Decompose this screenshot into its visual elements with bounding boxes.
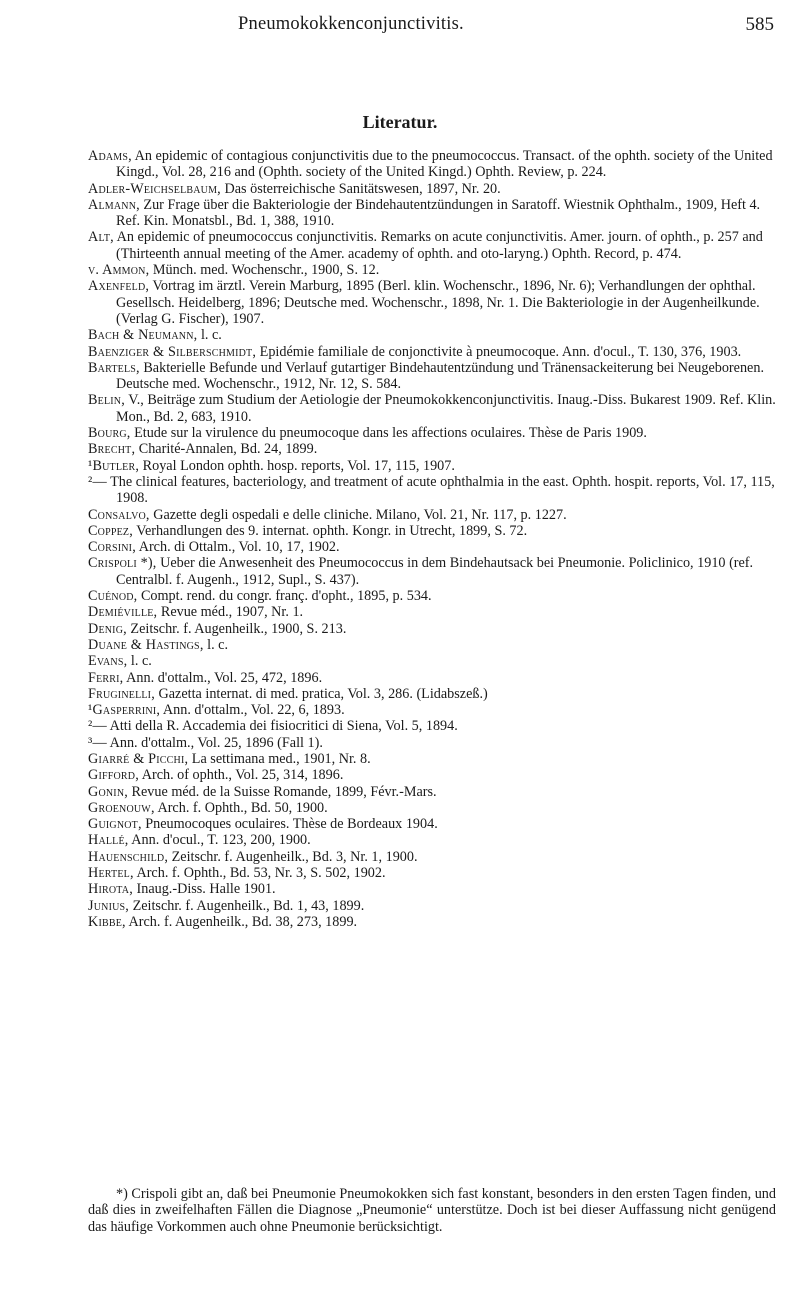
reference-text: Das österreichische Sanitätswesen, 1897, Nr. 20. — [220, 180, 501, 197]
reference-entry — [88, 914, 776, 930]
reference-entry — [88, 881, 776, 897]
reference-author: ³— — [88, 734, 107, 751]
reference-author: Gonin, — [88, 783, 128, 800]
reference-text: l. c. — [127, 653, 152, 670]
reference-author: Adler-Weichselbaum, — [88, 180, 221, 197]
reference-entry — [88, 555, 776, 588]
reference-entry — [88, 148, 776, 181]
reference-entry — [88, 327, 776, 343]
reference-entry — [88, 816, 776, 832]
reference-entry — [88, 686, 776, 702]
reference-author: Consalvo, — [88, 506, 150, 523]
running-title: Pneumokokkenconjunctivitis. — [238, 14, 464, 34]
reference-entry — [88, 344, 776, 360]
reference-author: ²— — [88, 473, 107, 490]
reference-entry — [88, 702, 776, 718]
reference-text: Ann. d'ottalm., Vol. 25, 1896 (Fall 1). — [106, 734, 323, 751]
section-title: Literatur. — [362, 112, 438, 132]
reference-entry — [88, 670, 776, 686]
reference-text: l. c. — [197, 327, 222, 344]
reference-author: Gifford, — [88, 767, 139, 784]
reference-text: l. c. — [203, 636, 229, 653]
reference-author: ²— — [88, 718, 107, 735]
reference-author: Alt, — [88, 229, 114, 246]
reference-text: Revue méd., 1907, Nr. 1. — [157, 604, 304, 621]
reference-text: Vortrag im ärztl. Verein Marburg, 1895 (Berl. klin. Wochenschr., 1896, Nr. 6); Verhandlungen der ophthal. Gesellsch. Heidelberg, 1896; Deutsche med. Wochenschr., 1898, Nr. 1. Die Bakteriologie in der Augenheilkunde. (Verlag G. Fischer), 1907. — [116, 278, 760, 327]
reference-entry — [88, 735, 776, 751]
footnote: *) Crispoli gibt an, daß bei Pneumonie Pneumokokken sich fast konstant, besonders in den ersten Tagen finden, und daß dies in zweifelhaften Fällen die Diagnose „Pneumonie“ unterstütze. Doch ist bei dieser Auffassung nicht genügend das häufige Vorkommen auch ohne Pneumonie berücksichtigt. — [88, 1186, 776, 1235]
reference-author: Axenfeld, — [88, 278, 150, 295]
reference-entry — [88, 637, 776, 653]
reference-entry — [88, 360, 776, 393]
reference-entry — [88, 784, 776, 800]
reference-author: Kibbe, — [88, 913, 126, 930]
reference-author: Duane & Hastings, — [88, 636, 204, 653]
reference-entry — [88, 425, 776, 441]
reference-text: Zur Frage über die Bakteriologie der Bindehautentzündungen in Saratoff. Wiestnik Ophthalm., 1909, Heft 4. Ref. Kin. Monatsbl., Bd. 1, 388, 1910. — [116, 196, 761, 230]
reference-list — [88, 148, 776, 930]
reference-entry — [88, 832, 776, 848]
reference-text: Arch. f. Ophth., Bd. 50, 1900. — [154, 799, 328, 816]
page-number: 585 — [745, 14, 774, 35]
reference-author: Hirota, — [88, 881, 133, 898]
reference-author: Cuénod, — [88, 588, 138, 605]
reference-author: Belin, — [88, 392, 125, 409]
reference-entry — [88, 507, 776, 523]
reference-text: Gazetta internat. di med. pratica, Vol. 3, 286. (Lidabszeß.) — [154, 685, 488, 702]
reference-text: Münch. med. Wochenschr., 1900, S. 12. — [149, 262, 380, 279]
reference-text: Ueber die Anwesenheit des Pneumococcus in dem Bindehautsack bei Pneumonie. Policlinico, 1910 (ref. Centralbl. f. Augenh., 1912, Supl., S. 437). — [116, 555, 754, 588]
reference-text: Charité-Annalen, Bd. 24, 1899. — [135, 441, 318, 458]
reference-author: Bach & Neumann, — [88, 327, 198, 344]
reference-author: Almann, — [88, 196, 140, 213]
reference-entry — [88, 278, 776, 327]
reference-author: Junius, — [88, 897, 130, 914]
reference-author: Crispoli *), — [88, 555, 157, 572]
reference-author: Hertel, — [88, 865, 134, 882]
reference-author: v. Ammon, — [88, 262, 150, 279]
reference-text: Verhandlungen des 9. internat. ophth. Kongr. in Utrecht, 1899, S. 72. — [132, 522, 528, 539]
reference-text: Inaug.-Diss. Halle 1901. — [132, 881, 276, 898]
reference-author: Evans, — [88, 653, 128, 670]
reference-author: Ferri, — [88, 669, 124, 686]
reference-entry — [88, 898, 776, 914]
reference-author: Brecht, — [88, 441, 136, 458]
reference-author: Adams, — [88, 148, 132, 164]
reference-author: Coppez, — [88, 522, 133, 539]
reference-text: The clinical features, bacteriology, and treatment of acute ophthalmia in the east. Ophth. hospit. reports, Vol. 17, 115, 1908. — [106, 473, 775, 507]
reference-text: An epidemic of contagious conjunctivitis due to the pneumococcus. Transact. of the ophth. society of the United Kingd., Vol. 28, 216 and (Ophth. society of the United Kingd.) Ophth. Review, p. 224. — [116, 148, 773, 181]
reference-text: Ann. d'ocul., T. 123, 200, 1900. — [128, 832, 311, 849]
reference-entry — [88, 800, 776, 816]
reference-author: ¹Butler, — [88, 457, 140, 474]
reference-author: Guignot, — [88, 816, 142, 833]
reference-entry — [88, 229, 776, 262]
reference-author: Corsini, — [88, 539, 136, 556]
reference-entry — [88, 621, 776, 637]
reference-author: Demiéville, — [88, 604, 158, 621]
reference-entry — [88, 767, 776, 783]
reference-entry — [88, 539, 776, 555]
reference-text: Revue méd. de la Suisse Romande, 1899, Févr.-Mars. — [128, 783, 437, 800]
reference-author: Baenziger & Silberschmidt, — [88, 343, 257, 360]
reference-author: Hauenschild, — [88, 848, 169, 865]
reference-text: An epidemic of pneumococcus conjunctivitis. Remarks on acute conjunctivitis. Amer. journ. of ophth., p. 257 and (Thirteenth annual meeting of the Amer. academy of ophth. and oto-laryng.) Ophth. Record, p. 474. — [113, 229, 763, 262]
reference-text: Ann. d'ottalm., Vol. 25, 472, 1896. — [123, 669, 323, 686]
reference-entry — [88, 751, 776, 767]
reference-entry — [88, 262, 776, 278]
reference-author: Bourg, — [88, 425, 131, 442]
reference-entry — [88, 849, 776, 865]
reference-text: V., Beiträge zum Studium der Aetiologie der Pneumokokkenconjunctivitis. Inaug.-Diss. Bukarest 1909. Ref. Klin. Mon., Bd. 2, 683, 1910. — [116, 392, 776, 425]
reference-entry — [88, 474, 776, 507]
reference-text: Zeitschr. f. Augenheilk., Bd. 1, 43, 1899. — [129, 897, 365, 914]
reference-entry — [88, 181, 776, 197]
reference-entry — [88, 523, 776, 539]
reference-text: Arch. f. Ophth., Bd. 53, Nr. 3, S. 502, 1902. — [133, 865, 386, 882]
reference-author: Bartels, — [88, 359, 140, 376]
reference-entry — [88, 653, 776, 669]
reference-author: Fruginelli, — [88, 685, 155, 702]
reference-text: Pneumocoques oculaires. Thèse de Bordeaux 1904. — [141, 816, 438, 833]
reference-entry — [88, 604, 776, 620]
reference-author: ¹Gasperrini, — [88, 702, 161, 719]
reference-entry — [88, 588, 776, 604]
reference-entry — [88, 441, 776, 457]
reference-text: Arch. di Ottalm., Vol. 10, 17, 1902. — [135, 539, 340, 556]
reference-author: Giarré & Picchi, — [88, 750, 189, 767]
reference-text: Arch. of ophth., Vol. 25, 314, 1896. — [138, 767, 344, 784]
reference-entry — [88, 865, 776, 881]
reference-text: Zeitschr. f. Augenheilk., Bd. 3, Nr. 1, 1900. — [168, 848, 418, 865]
reference-entry — [88, 392, 776, 425]
reference-text: Epidémie familiale de conjonctivite à pneumocoque. Ann. d'ocul., T. 130, 376, 1903. — [256, 343, 742, 360]
reference-text: Gazette degli ospedali e delle cliniche. Milano, Vol. 21, Nr. 117, p. 1227. — [149, 506, 567, 523]
reference-text: Compt. rend. du congr. franç. d'opht., 1895, p. 534. — [137, 588, 432, 605]
reference-author: Groenouw, — [88, 799, 155, 816]
reference-author: Hallé, — [88, 832, 129, 849]
reference-text: Atti della R. Accademia dei fisiocritici di Siena, Vol. 5, 1894. — [106, 718, 458, 735]
reference-entry — [88, 197, 776, 230]
reference-text: La settimana med., 1901, Nr. 8. — [188, 750, 371, 767]
reference-text: Royal London ophth. hosp. reports, Vol. 17, 115, 1907. — [139, 457, 455, 474]
reference-text: Ann. d'ottalm., Vol. 22, 6, 1893. — [160, 702, 345, 719]
reference-entry — [88, 458, 776, 474]
reference-text: Etude sur la virulence du pneumocoque dans les affections oculaires. Thèse de Paris 1909. — [130, 425, 647, 442]
reference-entry — [88, 718, 776, 734]
reference-text: Bakterielle Befunde und Verlauf gutartiger Bindehautentzündung und Tränensackeiterung bei Neugeborenen. Deutsche med. Wochenschr., 1912, Nr. 12, S. 584. — [116, 359, 764, 393]
reference-text: Zeitschr. f. Augenheilk., 1900, S. 213. — [126, 620, 347, 637]
reference-author: Denig, — [88, 620, 127, 637]
reference-text: Arch. f. Augenheilk., Bd. 38, 273, 1899. — [125, 913, 358, 930]
